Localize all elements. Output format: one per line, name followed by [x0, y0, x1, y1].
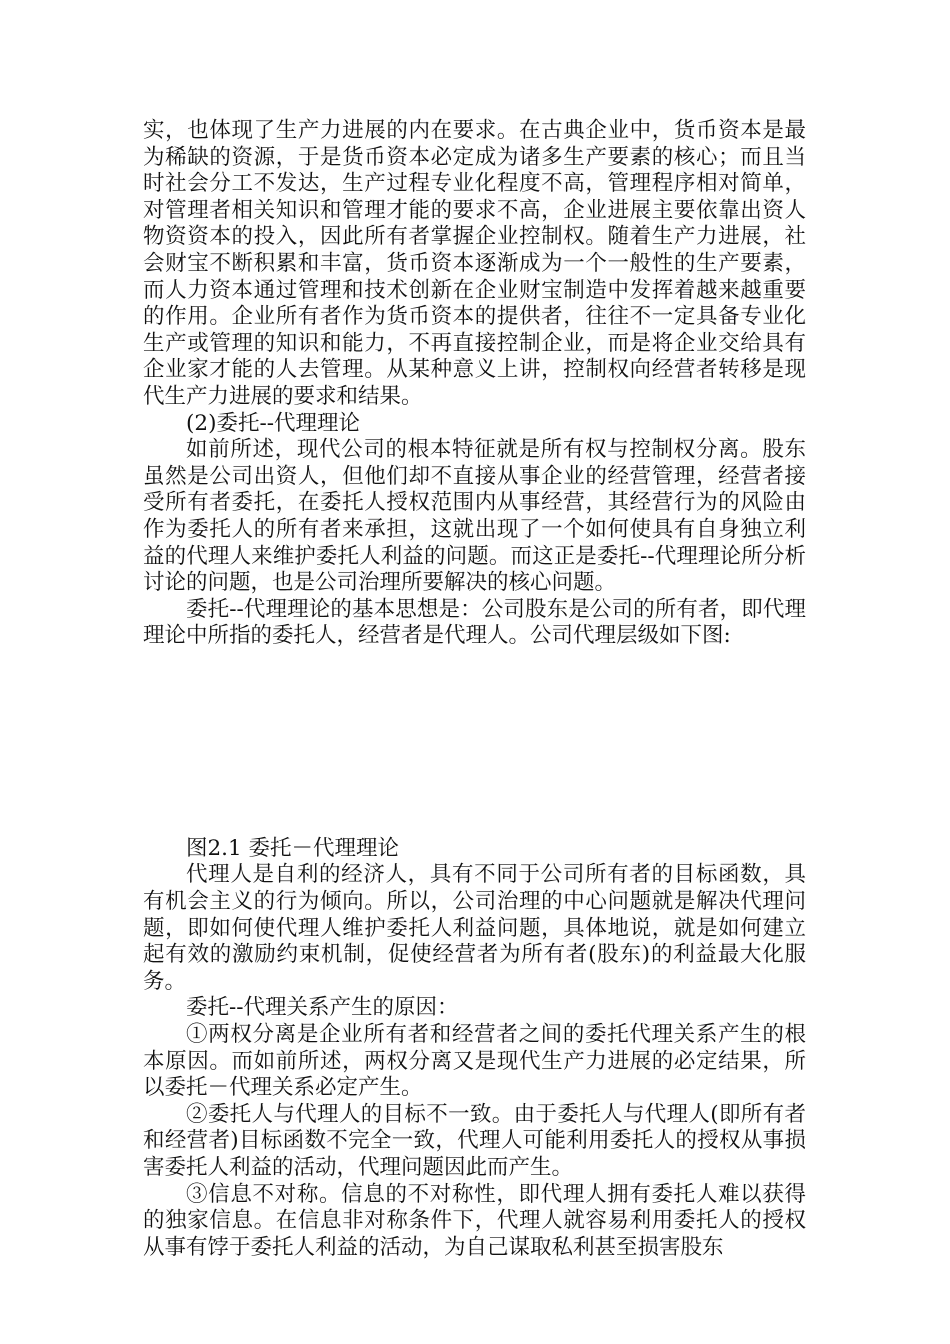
list-item: ①两权分离是企业所有者和经营者之间的委托代理关系产生的根本原因。而如前所述，两权分离又是现代生产力进展的必定结果，所以委托－代理关系必定产生。: [143, 1022, 806, 1101]
figure-caption: 图2.1 委托－代理理论: [186, 835, 400, 861]
section-heading: (2)委托--代理理论: [186, 410, 360, 436]
list-item: ②委托人与代理人的目标不一致。由于委托人与代理人(即所有者和经营者)目标函数不完全一致，代理人可能利用委托人的授权从事损害委托人利益的活动，代理问题因此而产生。: [143, 1101, 806, 1180]
paragraph: 代理人是自利的经济人，具有不同于公司所有者的目标函数，具有机会主义的行为倾向。所以，公司治理的中心问题就是解决代理问题，即如何使代理人维护委托人利益问题，具体地说，就是如何建立起有效的激励约束机制，促使经营者为所有者(股东)的利益最大化服务。: [143, 862, 806, 994]
paragraph: 委托--代理理论的基本思想是：公司股东是公司的所有者，即代理理论中所指的委托人，经营者是代理人。公司代理层级如下图:: [143, 596, 806, 649]
paragraph: 如前所述，现代公司的根本特征就是所有权与控制权分离。股东虽然是公司出资人，但他们却不直接从事企业的经营管理，经营者接受所有者委托，在委托人授权范围内从事经营，其经营行为的风险由作为委托人的所有者来承担，这就出现了一个如何使具有自身独立利益的代理人来维护委托人利益的问题。而这正是委托--代理理论所分析讨论的问题，也是公司治理所要解决的核心问题。: [143, 437, 806, 596]
paragraph-continuation: 实，也体现了生产力进展的内在要求。在古典企业中，货币资本是最为稀缺的资源，于是货币资本必定成为诸多生产要素的核心；而且当时社会分工不发达，生产过程专业化程度不高，管理程序相对简单，对管理者相关知识和管理才能的要求不高，企业进展主要依靠出资人物资资本的投入，因此所有者掌握企业控制权。随着生产力进展，社会财宝不断积累和丰富，货币资本逐渐成为一个一般性的生产要素，而人力资本通过管理和技术创新在企业财宝制造中发挥着越来越重要的作用。企业所有者作为货币资本的提供者，往往不一定具备专业化生产或管理的知识和能力，不再直接控制企业，而是将企业交给具有企业家才能的人去管理。从某种意义上讲，控制权向经营者转移是现代生产力进展的要求和结果。: [143, 118, 806, 409]
paragraph: 委托--代理关系产生的原因：: [186, 995, 459, 1021]
figure-placeholder: [143, 650, 806, 836]
list-item: ③信息不对称。信息的不对称性，即代理人拥有委托人难以获得的独家信息。在信息非对称条件下，代理人就容易利用委托人的授权从事有饽于委托人利益的活动，为自己谋取私利甚至损害股东: [143, 1181, 806, 1260]
document-page: [143, 118, 806, 1261]
